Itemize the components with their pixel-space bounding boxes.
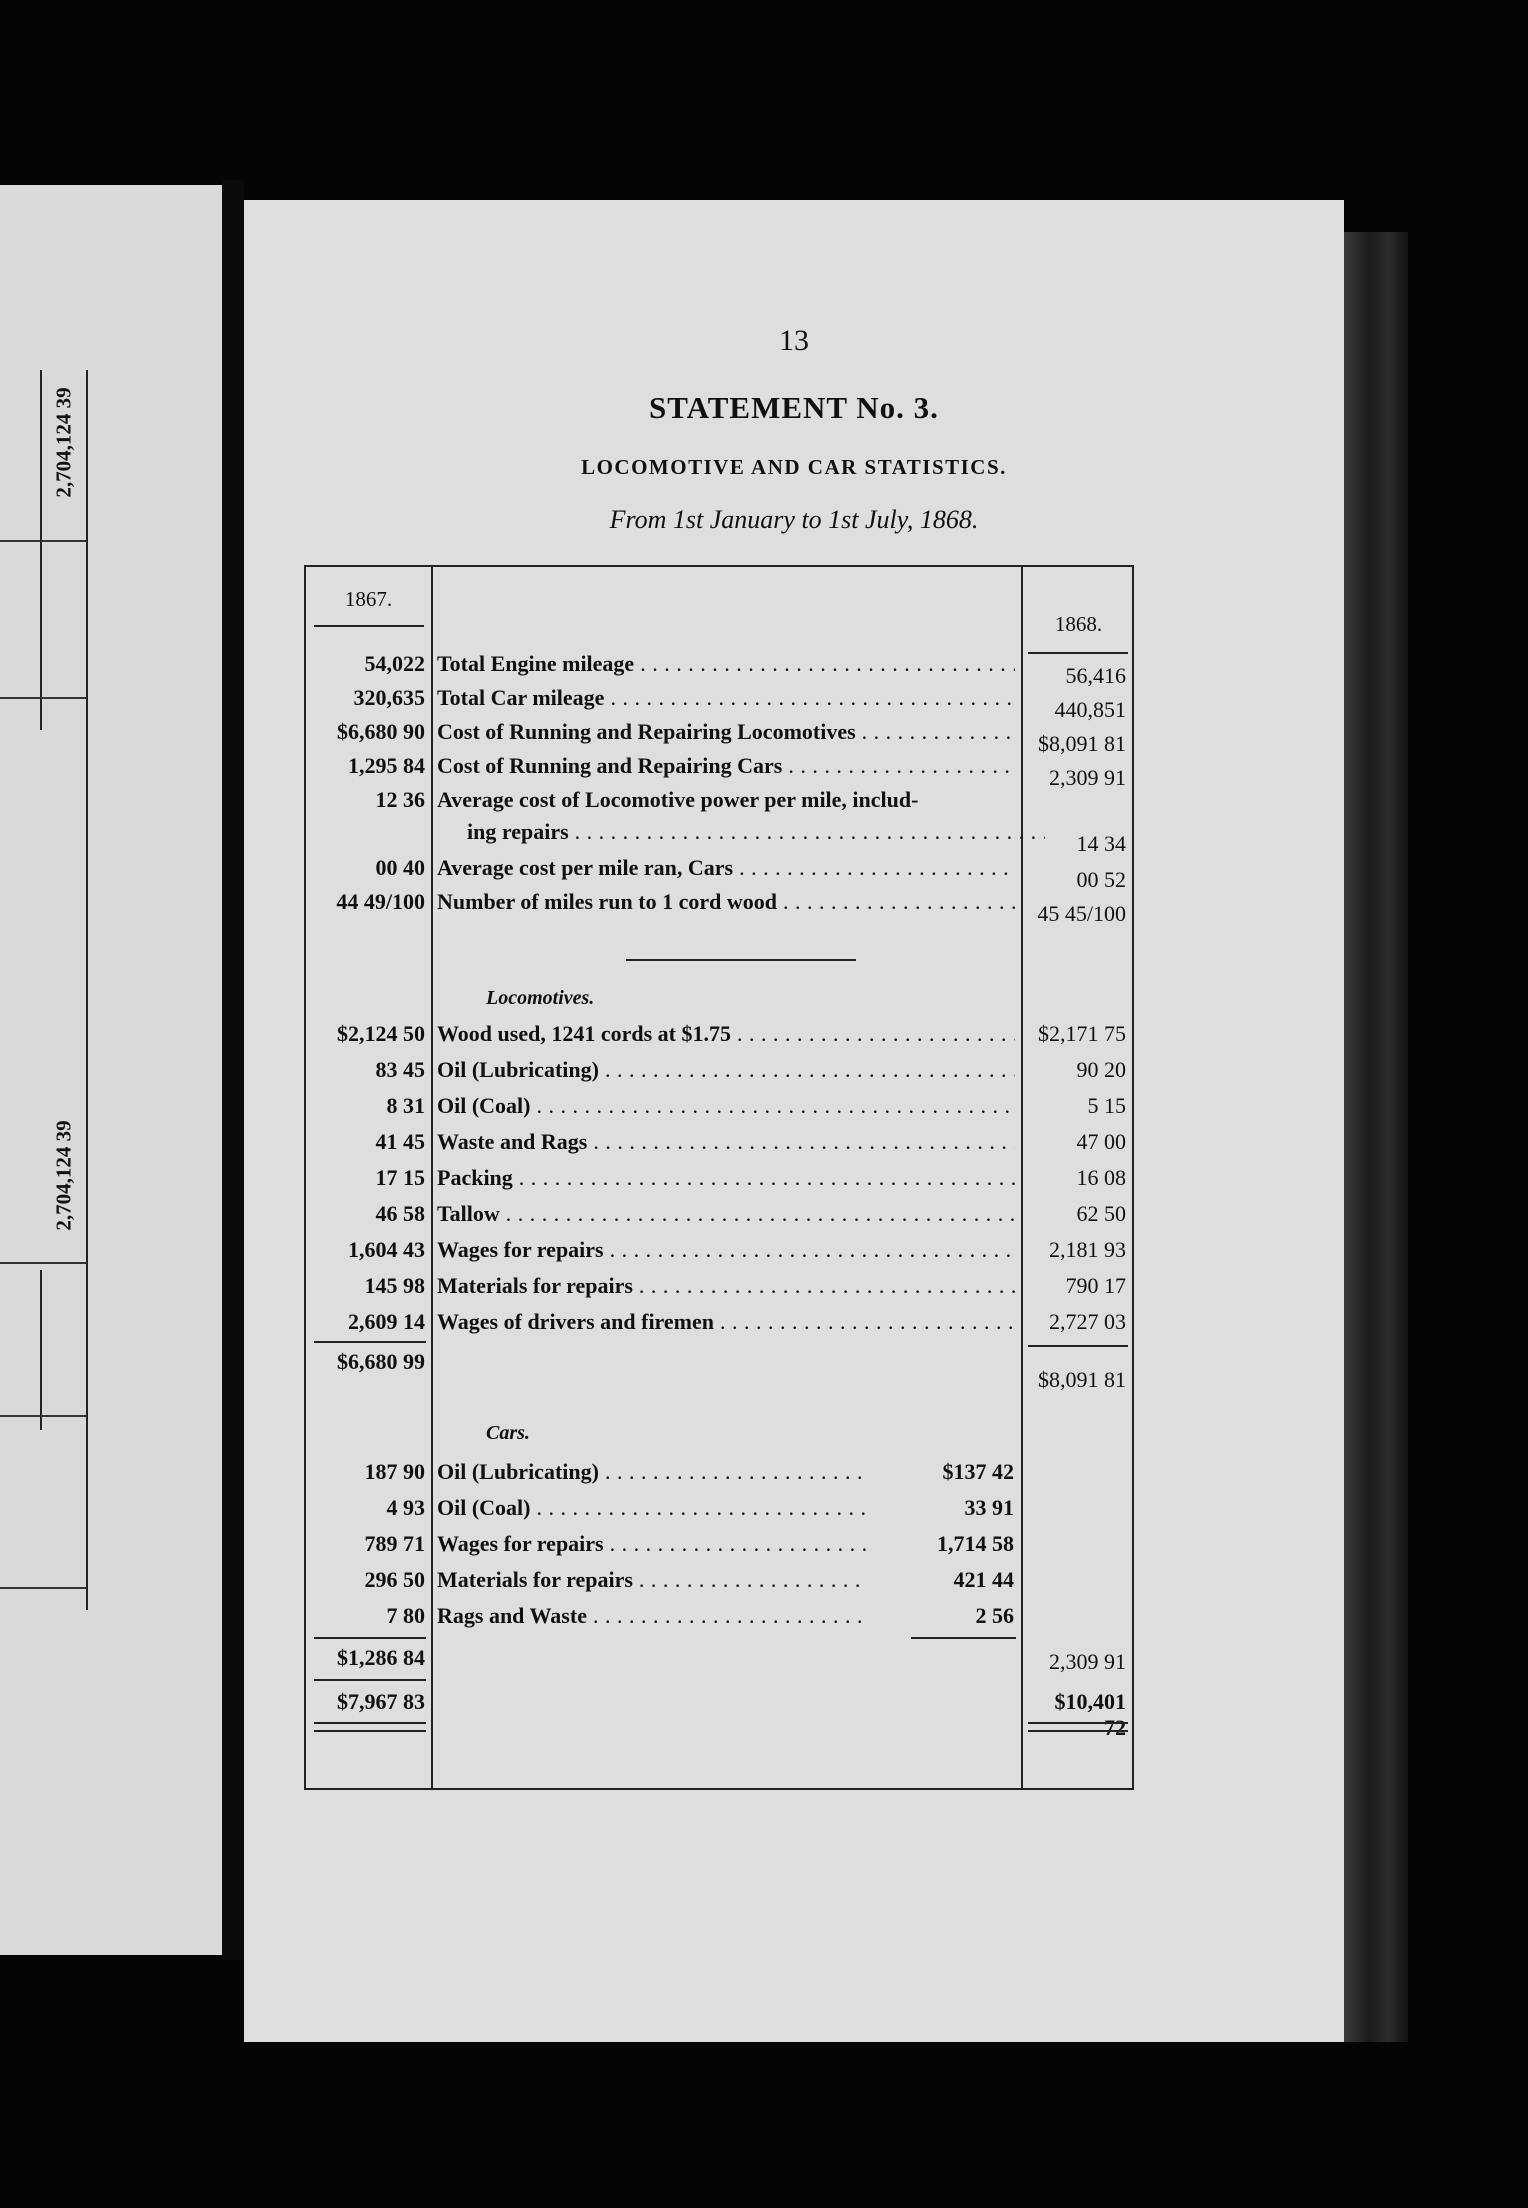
table-row	[306, 1053, 1132, 1089]
value-1867: 1,604 43	[348, 1237, 425, 1262]
value-1868: 440,851	[1054, 697, 1126, 722]
table-row	[306, 647, 1132, 688]
row-label: Materials for repairs . . .	[437, 1567, 867, 1593]
table-row	[306, 1125, 1132, 1161]
value-1868-detail: 2 56	[975, 1603, 1014, 1628]
grand-total-1868: $10,401 72	[1054, 1689, 1126, 1740]
value-1867: $6,680 90	[337, 719, 425, 744]
value-1868: 47 00	[1076, 1129, 1126, 1154]
table-row	[306, 715, 1132, 756]
row-rule	[0, 697, 86, 699]
value-1867: 46 58	[375, 1201, 425, 1226]
statement-title: STATEMENT No. 3.	[649, 390, 939, 425]
row-label: Wages for repairs . . .	[437, 1531, 867, 1557]
value-1867: 2,609 14	[348, 1309, 425, 1334]
value-1868: $8,091 81	[1038, 731, 1126, 756]
left-page-amount-bottom: 2,704,124 39	[51, 1120, 76, 1231]
value-1867: 17 15	[375, 1165, 425, 1190]
table-row	[306, 1527, 1132, 1563]
row-label: Tallow . . .	[437, 1201, 1015, 1227]
column-rule	[86, 370, 88, 1610]
row-label: Oil (Lubricating) . . .	[437, 1459, 867, 1485]
subtotal-rule	[314, 1341, 426, 1343]
value-1867: 7 80	[386, 1603, 425, 1628]
row-label: Number of miles run to 1 cord wood . . .	[437, 889, 1015, 915]
table-row	[306, 1305, 1132, 1341]
value-1867: 00 40	[375, 855, 425, 880]
value-1867: 4 93	[386, 1495, 425, 1520]
value-1867: 41 45	[375, 1129, 425, 1154]
value-1868: 90 20	[1076, 1057, 1126, 1082]
row-label: Rags and Waste . . .	[437, 1603, 867, 1629]
value-1867: 44 49/100	[336, 889, 425, 914]
value-1868-detail: 33 91	[964, 1495, 1014, 1520]
table-row	[306, 1491, 1132, 1527]
double-rule	[1028, 1722, 1128, 1732]
value-1867: 83 45	[375, 1057, 425, 1082]
section-divider	[626, 959, 856, 961]
value-1867: 187 90	[364, 1459, 425, 1484]
table-row	[306, 1269, 1132, 1305]
grand-total-1867: $7,967 83	[337, 1689, 425, 1714]
row-label: Total Engine mileage . . .	[437, 651, 1015, 677]
table-row	[306, 783, 1132, 819]
value-1867: 789 71	[364, 1531, 425, 1556]
row-label: Waste and Rags . . .	[437, 1129, 1015, 1155]
locomotives-total-1868: $8,091 81	[1038, 1367, 1126, 1392]
value-1868-detail: 1,714 58	[937, 1531, 1014, 1556]
value-1868: 5 15	[1087, 1093, 1126, 1118]
table-row	[306, 885, 1132, 926]
value-1868-detail: 421 44	[953, 1567, 1014, 1592]
row-label: Average cost per mile ran, Cars . . .	[437, 855, 1015, 881]
cars-total-1867: $1,286 84	[337, 1645, 425, 1670]
left-page-fragment	[0, 185, 222, 1955]
book-gutter	[222, 180, 244, 1960]
header-rule	[314, 625, 424, 627]
table-row	[306, 1197, 1132, 1233]
row-label: Wages for repairs . . .	[437, 1237, 1015, 1263]
table-row	[306, 681, 1132, 722]
left-page-amount-top: 2,704,124 39	[51, 387, 76, 498]
value-1867: $2,124 50	[337, 1021, 425, 1046]
table-row	[306, 1233, 1132, 1269]
table-row	[306, 1161, 1132, 1197]
value-1868: 2,309 91	[1049, 765, 1126, 790]
value-1868: 14 34	[1076, 831, 1126, 856]
row-label: Oil (Coal) . . .	[437, 1093, 1015, 1119]
statement-subtitle: LOCOMOTIVE AND CAR STATISTICS.	[581, 455, 1007, 479]
row-label: ing repairs . . .	[437, 819, 1045, 845]
table-row	[306, 1599, 1132, 1635]
book-edge	[1344, 232, 1408, 2042]
column-rule	[40, 370, 42, 730]
value-1868: 45 45/100	[1037, 901, 1126, 926]
table-row	[306, 1089, 1132, 1125]
double-rule	[314, 1722, 426, 1732]
row-label: Wood used, 1241 cords at $1.75 . . .	[437, 1021, 1015, 1047]
table-row	[306, 851, 1132, 892]
page-number: 13	[779, 324, 809, 357]
table-row	[306, 1455, 1132, 1491]
value-1867: 8 31	[386, 1093, 425, 1118]
grand-total-rule	[314, 1679, 426, 1681]
row-label: Cost of Running and Repairing Locomotives . . .	[437, 719, 1015, 745]
row-label: Average cost of Locomotive power per mile, includ-	[437, 787, 919, 812]
row-label: Oil (Lubricating) . . .	[437, 1057, 1015, 1083]
value-1868: 2,181 93	[1049, 1237, 1126, 1262]
value-1868: 2,727 03	[1049, 1309, 1126, 1334]
value-1868: 00 52	[1076, 867, 1126, 892]
row-label: Materials for repairs . . .	[437, 1273, 1015, 1299]
row-label: Total Car mileage . . .	[437, 685, 1015, 711]
value-1868: 16 08	[1076, 1165, 1126, 1190]
value-1868: 62 50	[1076, 1201, 1126, 1226]
year-header-1868: 1868.	[1054, 612, 1103, 636]
value-1868: 790 17	[1065, 1273, 1126, 1298]
value-1868: $2,171 75	[1038, 1021, 1126, 1046]
table-row	[306, 815, 1132, 856]
value-1867: 320,635	[353, 685, 425, 710]
table-row	[306, 1017, 1132, 1053]
row-label: Packing . . .	[437, 1165, 1015, 1191]
row-rule	[0, 1415, 86, 1417]
locomotives-total-1867: $6,680 99	[337, 1349, 425, 1374]
section-heading-locomotives: Locomotives.	[486, 987, 595, 1009]
row-label: Wages of drivers and firemen . . .	[437, 1309, 1015, 1335]
subtotal-rule	[314, 1637, 426, 1639]
value-1868-detail: $137 42	[942, 1459, 1014, 1484]
cars-total-1868: 2,309 91	[1049, 1649, 1126, 1674]
year-header-1867: 1867.	[344, 587, 393, 611]
statistics-table	[304, 565, 1134, 1790]
table-row	[306, 1563, 1132, 1599]
row-label: Cost of Running and Repairing Cars . . .	[437, 753, 1015, 779]
document-page	[244, 200, 1344, 2042]
row-label: Oil (Coal) . . .	[437, 1495, 867, 1521]
section-heading-cars: Cars.	[486, 1422, 530, 1444]
subtotal-rule	[1028, 1345, 1128, 1347]
value-1867: 12 36	[375, 787, 425, 812]
table-row	[306, 749, 1132, 790]
statement-period: From 1st January to 1st July, 1868.	[609, 505, 979, 534]
row-rule	[0, 1587, 86, 1589]
column-rule	[40, 1270, 42, 1430]
value-1868: 56,416	[1065, 663, 1126, 688]
value-1867: 296 50	[364, 1567, 425, 1592]
value-1867: 1,295 84	[348, 753, 425, 778]
value-1867: 54,022	[364, 651, 425, 676]
subtotal-rule	[911, 1637, 1016, 1639]
value-1867: 145 98	[364, 1273, 425, 1298]
